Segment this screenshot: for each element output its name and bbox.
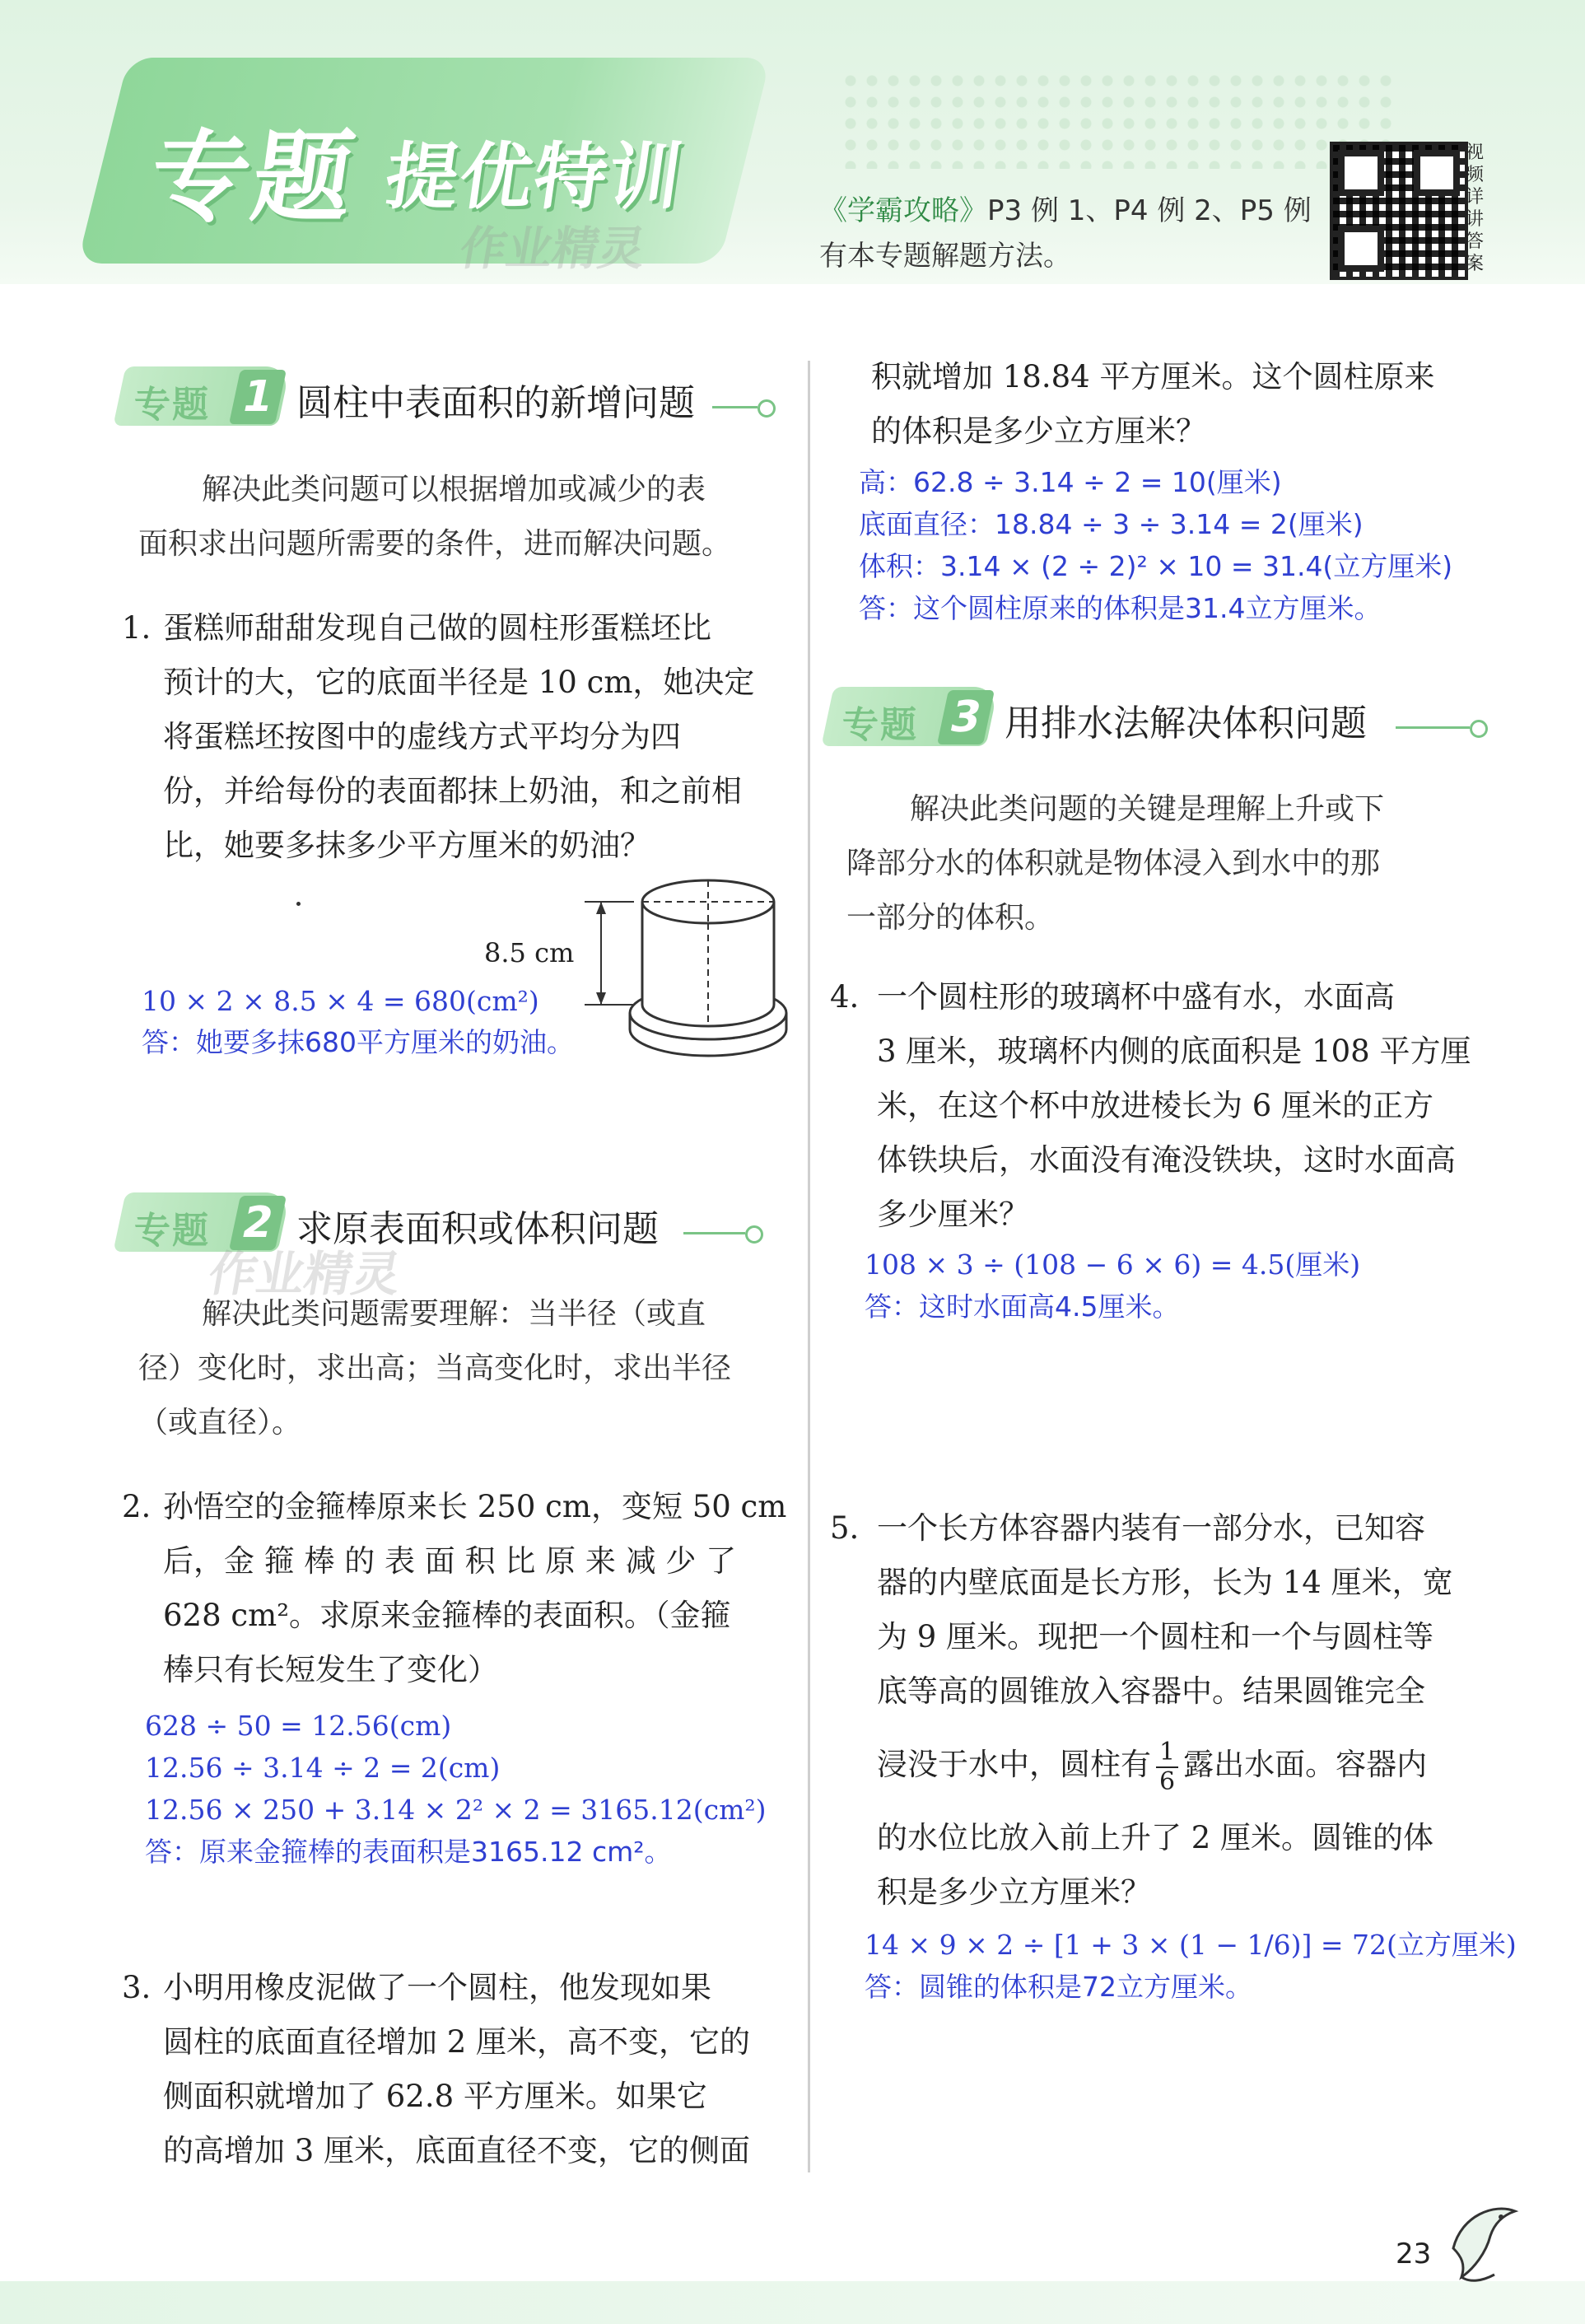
problem-3-line: 小明用橡皮泥做了一个圆柱，他发现如果 xyxy=(163,1970,711,2005)
section-1-intro-line: 解决此类问题可以根据增加或减少的表 xyxy=(202,473,706,506)
problem-2-line: 后，金 箍 棒 的 表 面 积 比 原 来 减 少 了 xyxy=(163,1543,737,1579)
problem-3-line: 的高增加 3 厘米，底面直径不变，它的侧面 xyxy=(163,2133,751,2168)
problem-5-line-fraction xyxy=(877,1738,1427,1796)
problem-5-text: 浸没于水中，圆柱有 xyxy=(877,1747,1151,1782)
section-1-intro-line: 面积求出问题所需要的条件，进而解决问题。 xyxy=(138,527,732,561)
section-dot xyxy=(758,399,776,418)
answer-5-line: 14 × 9 × 2 ÷ [1 + 3 × (1 − 1/6)] = 72(立方厘米) xyxy=(865,1929,1517,1961)
problem-3-line: 圆柱的底面直径增加 2 厘米，高不变，它的 xyxy=(163,2024,751,2060)
problem-3-number: 3. xyxy=(122,1970,152,2005)
problem-4-line: 多少厘米？ xyxy=(877,1197,1029,1232)
problem-1-line: 比，她要多抹多少平方厘米的奶油？ xyxy=(163,828,650,863)
problem-5-line: 一个长方体容器内装有一部分水，已知容 xyxy=(877,1510,1425,1546)
problem-5-text: 露出水面。容器内 xyxy=(1183,1747,1428,1782)
qr-corner xyxy=(1338,150,1384,196)
section-3-header xyxy=(827,687,1503,746)
problem-1-line: 蛋糕师甜甜发现自己做的圆柱形蛋糕坯比 xyxy=(163,610,711,646)
section-title: 圆柱中表面积的新增问题 xyxy=(296,382,695,424)
section-tag: 专题 xyxy=(842,704,918,746)
column-divider xyxy=(808,361,810,2172)
section-1-header xyxy=(119,366,778,426)
section-tag: 专题 xyxy=(134,384,210,426)
problem-5-line: 为 9 厘米。现把一个圆柱和一个与圆柱等 xyxy=(877,1619,1434,1654)
section-3-intro-line: 解决此类问题的关键是理解上升或下 xyxy=(910,792,1385,826)
section-number: 1 xyxy=(229,370,287,424)
problem-1-line: 将蛋糕坯按图中的虚线方式平均分为四 xyxy=(163,719,681,754)
dim-arrow xyxy=(596,992,606,1005)
section-number: 2 xyxy=(229,1196,287,1250)
answer-1-line: 10 × 2 × 8.5 × 4 = 680(cm²) xyxy=(142,985,539,1017)
reference-book: 《学霸攻略》 xyxy=(819,194,987,227)
answer-2-line: 答：原来金箍棒的表面积是3165.12 cm²。 xyxy=(145,1836,672,1868)
section-line xyxy=(683,1232,745,1234)
problem-4-line: 3 厘米，玻璃杯内侧的底面积是 108 平方厘 xyxy=(877,1034,1471,1069)
decor-dot xyxy=(296,902,301,906)
answer-1-line: 答：她要多抹680平方厘米的奶油。 xyxy=(142,1026,574,1058)
answer-3-line: 体积：3.14 × (2 ÷ 2)² × 10 = 31.4(立方厘米) xyxy=(859,550,1453,582)
answer-3-line: 底面直径：18.84 ÷ 3 ÷ 3.14 = 2(厘米) xyxy=(859,508,1364,540)
problem-2-line: 628 cm²。求原来金箍棒的表面积。（金箍 xyxy=(163,1598,731,1633)
section-title: 用排水法解决体积问题 xyxy=(1005,702,1367,744)
problem-4-line: 体铁块后，水面没有淹没铁块，这时水面高 xyxy=(877,1142,1456,1178)
problem-5-number: 5. xyxy=(830,1510,860,1546)
section-3-intro-line: 降部分水的体积就是物体浸入到水中的那 xyxy=(846,847,1381,880)
answer-4-line: 108 × 3 ÷ (108 − 6 × 6) = 4.5(厘米) xyxy=(865,1248,1361,1281)
section-dot xyxy=(1470,720,1488,738)
problem-2-line: 孙悟空的金箍棒原来长 250 cm，变短 50 cm xyxy=(163,1489,787,1524)
dim-arrow xyxy=(596,902,606,914)
problem-3-line: 侧面积就增加了 62.8 平方厘米。如果它 xyxy=(163,2079,707,2114)
section-dot xyxy=(745,1225,763,1244)
problem-3-line: 积就增加 18.84 平方厘米。这个圆柱原来 xyxy=(871,359,1435,394)
section-2-intro-line: （或直径）。 xyxy=(138,1406,302,1440)
problem-1-number: 1. xyxy=(122,610,152,646)
section-line xyxy=(712,406,758,408)
problem-1-line: 预计的大，它的底面半径是 10 cm，她决定 xyxy=(163,665,755,700)
problem-4-line: 米，在这个杯中放进棱长为 6 厘米的正方 xyxy=(877,1088,1434,1123)
header-title-sub: 提优特训 xyxy=(380,134,689,219)
fraction xyxy=(1156,1738,1178,1796)
reference-line-2: 有本专题解题方法。 xyxy=(819,240,1071,273)
problem-4-number: 4. xyxy=(830,979,860,1015)
reference-pages: P3 例 1、P4 例 2、P5 例 xyxy=(987,194,1312,227)
footer-band xyxy=(0,2281,1585,2324)
answer-3-line: 答：这个圆柱原来的体积是31.4立方厘米。 xyxy=(859,592,1382,624)
section-2-intro-line: 径）变化时，求出高；当高变化时，求出半径 xyxy=(138,1351,732,1385)
section-2-intro-line: 解决此类问题需要理解：当半径（或直 xyxy=(202,1297,706,1331)
section-3-intro-line: 一部分的体积。 xyxy=(846,901,1055,935)
section-line xyxy=(1396,726,1470,729)
section-number: 3 xyxy=(937,690,995,744)
qr-code[interactable] xyxy=(1330,142,1468,280)
qr-corner xyxy=(1338,226,1384,272)
height-label: 8.5 cm xyxy=(484,937,575,968)
qr-label: 视频详讲答案 xyxy=(1466,142,1485,274)
problem-5-line: 的水位比放入前上升了 2 厘米。圆锥的体 xyxy=(877,1820,1434,1855)
problem-5-line: 器的内壁底面是长方形，长为 14 厘米，宽 xyxy=(877,1565,1453,1600)
page-number: 23 xyxy=(1396,2238,1432,2270)
problem-5-line: 积是多少立方厘米？ xyxy=(877,1874,1151,1910)
problem-2-line: 棒只有长短发生了变化） xyxy=(163,1652,498,1687)
problem-3-line: 的体积是多少立方厘米？ xyxy=(871,413,1206,449)
answer-4-line: 答：这时水面高4.5厘米。 xyxy=(865,1290,1180,1323)
answer-5-line: 答：圆锥的体积是72立方厘米。 xyxy=(865,1971,1252,2003)
problem-4-line: 一个圆柱形的玻璃杯中盛有水，水面高 xyxy=(877,979,1395,1015)
answer-2-line: 12.56 ÷ 3.14 ÷ 2 = 2(cm) xyxy=(145,1752,501,1784)
problem-2-number: 2. xyxy=(122,1489,152,1524)
header-title-main: 专题 xyxy=(142,121,364,236)
fraction-denominator: 6 xyxy=(1159,1766,1176,1796)
section-title: 求原表面积或体积问题 xyxy=(296,1208,659,1250)
watermark: 作业精灵 xyxy=(204,1246,406,1302)
answer-2-line: 12.56 × 250 + 3.14 × 2² × 2 = 3165.12(cm²) xyxy=(145,1794,767,1826)
header-dot-pattern xyxy=(840,70,1400,169)
watermark: 作业精灵 xyxy=(455,222,650,276)
answer-3-line: 高：62.8 ÷ 3.14 ÷ 2 = 10(厘米) xyxy=(859,466,1282,498)
reference-line xyxy=(819,188,1312,228)
answer-2-line: 628 ÷ 50 = 12.56(cm) xyxy=(145,1710,452,1742)
fraction-numerator: 1 xyxy=(1156,1738,1178,1768)
section-tag: 专题 xyxy=(134,1210,210,1252)
dolphin-icon xyxy=(1437,2191,1527,2289)
problem-1-line: 份，并给每份的表面都抹上奶油，和之前相 xyxy=(163,773,742,809)
problem-5-line: 底等高的圆锥放入容器中。结果圆锥完全 xyxy=(877,1673,1425,1709)
qr-corner xyxy=(1414,150,1460,196)
